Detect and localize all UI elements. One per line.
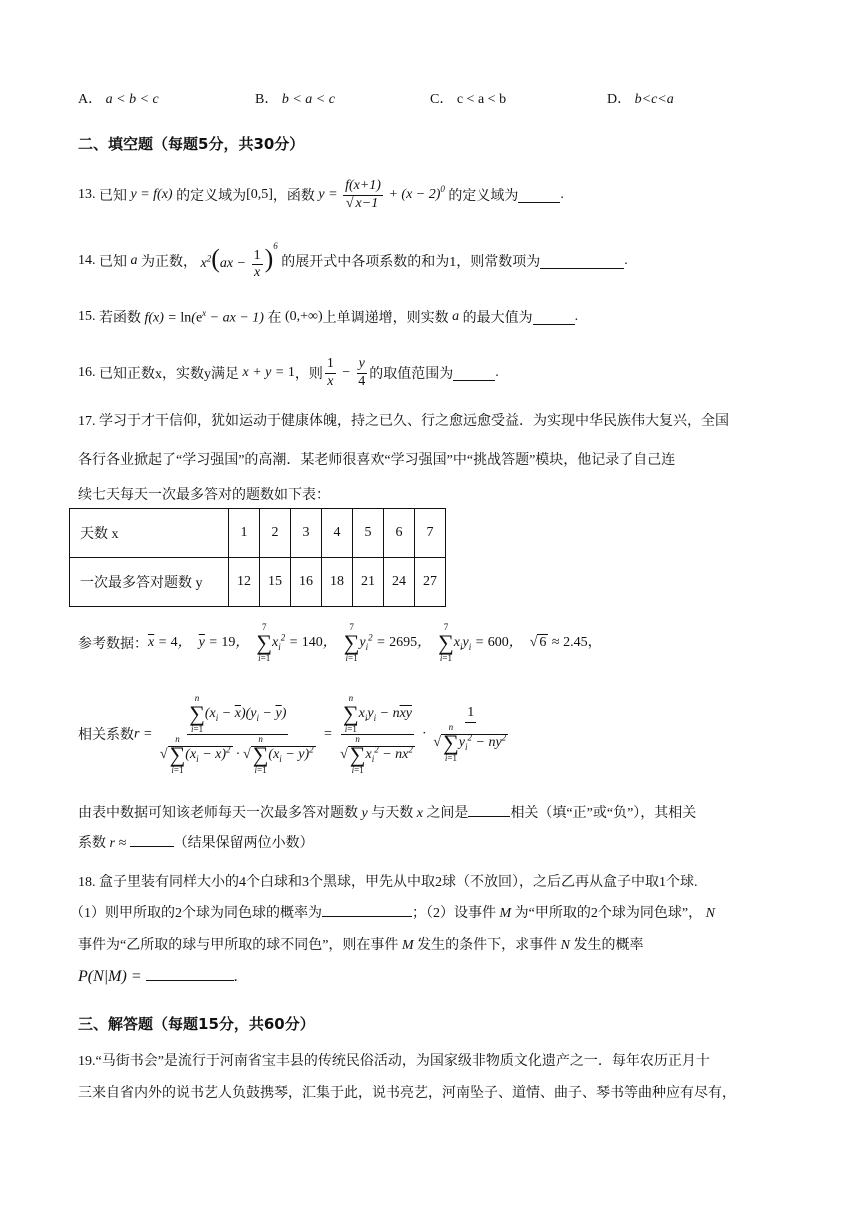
q16-formula-1: x + y = 1 xyxy=(239,365,295,380)
choice-a-text: a < b < c xyxy=(105,92,159,107)
q14-answer-blank[interactable] xyxy=(540,254,624,269)
q16-answer-blank[interactable] xyxy=(453,366,495,381)
q18-l2b: ；（2）设事件 xyxy=(412,906,496,921)
q15-number: 15. xyxy=(78,309,96,324)
q18-part2-blank[interactable] xyxy=(146,966,234,981)
q13-end: . xyxy=(560,187,564,202)
table-cell: 1 xyxy=(229,509,260,558)
q16-text-1: 已知正数x，实数y满足 xyxy=(99,367,239,382)
table-row xyxy=(70,509,446,558)
q16-end: . xyxy=(495,365,499,380)
q18-line-1 xyxy=(78,871,698,891)
table-cell: 2 xyxy=(260,509,291,558)
choice-d-label: D． xyxy=(607,92,632,107)
table-cell: 5 xyxy=(353,509,384,558)
table-cell: 15 xyxy=(260,558,291,607)
q16-text-3: 的取值范围为 xyxy=(369,367,454,382)
q17-number: 17. xyxy=(78,414,96,429)
question-14 xyxy=(78,236,628,286)
q13-number: 13. xyxy=(78,187,96,202)
q18-l3b: 发生的条件下，求事件 xyxy=(417,938,558,953)
table-cell: 4 xyxy=(322,509,353,558)
q13-formula-1: y = f(x) xyxy=(127,187,177,202)
choice-a-label: A． xyxy=(78,92,103,107)
q14-text-3: 的展开式中各项系数的和为1，则常数项为 xyxy=(281,255,541,270)
choice-c-text: c < a < b xyxy=(456,92,507,107)
q17-q2b: （结果保留两位小数） xyxy=(173,836,314,851)
q14-text-1: 已知 xyxy=(99,255,127,270)
q17-question-line-2: 系数 r ≈ （结果保留两位小数） xyxy=(78,832,314,852)
q17-line-1-text: 学习于才干信仰，犹如运动于健康体魄，持之已久、行之愈远愈受益．为实现中华民族伟大复兴，全国 xyxy=(99,414,729,429)
ref-label: 参考数据： xyxy=(78,637,148,652)
table-cell: 7 xyxy=(415,509,446,558)
choice-d xyxy=(607,88,674,108)
q17-q1a: 由表中数据可知该老师每天一次最多答对题数 xyxy=(78,806,358,821)
q16-text-2: ，则 xyxy=(294,367,323,382)
q14-formula: $x^2(ax$ − $\frac{1}{x}$ )$^6$ xyxy=(197,241,278,280)
q18-part1-blank[interactable] xyxy=(322,902,412,917)
table-cell: 21 xyxy=(353,558,384,607)
q14-number: 14. xyxy=(78,253,96,268)
q13-formula-2: y = $\frac{f(x+1)}{√ x-1}$ + $(x - 2)^0$ xyxy=(314,178,445,211)
q17-correlation-formula xyxy=(78,688,512,780)
section-3-title: 三、解答题（每题15分，共60分） xyxy=(78,1015,315,1033)
choice-b-text: b < a < c xyxy=(281,92,335,107)
q17-q1d: 相关（填“正”或“负”），其相关 xyxy=(510,806,697,821)
q19-line-2: 三来自省内外的说书艺人负鼓携琴，汇集于此，说书亮艺，河南坠子、道情、曲子、琴书等曲种应有尽有， xyxy=(78,1086,736,1101)
q17-q1b: 与天数 xyxy=(371,806,414,821)
q17-reference-data xyxy=(78,620,602,666)
choice-c-label: C． xyxy=(430,92,454,107)
q17-line-1 xyxy=(78,410,729,430)
q15-text-2: 在 xyxy=(267,311,282,326)
q14-text-2: 为正数， xyxy=(141,255,197,270)
q18-line-3: 事件为“乙所取的球与甲所取的球不同色”，则在事件 M 发生的条件下，求事件 N 发生的概率 xyxy=(78,938,644,953)
q13-text-1: 已知 xyxy=(99,189,127,204)
question-16 xyxy=(78,352,499,394)
choice-b xyxy=(255,88,335,108)
q15-formula: $f(x) = \ln(e^x$ − ax − 1) xyxy=(141,307,268,326)
table-cell: 6 xyxy=(384,509,415,558)
q15-answer-blank[interactable] xyxy=(533,310,575,325)
q18-prob-formula: P(N|M) = xyxy=(78,968,142,985)
q17-sign-blank[interactable] xyxy=(468,802,510,817)
q15-text-1: 若函数 xyxy=(99,311,141,326)
table-row xyxy=(70,558,446,607)
choice-b-label: B． xyxy=(255,92,279,107)
q17-line-2: 各行各业掀起了“学习强国”的高潮．某老师很喜欢“学习强国”中“挑战答题”模块，他记录了自己连 xyxy=(78,453,676,468)
q15-text-4: 的最大值为 xyxy=(462,311,533,326)
q19-line-1 xyxy=(78,1050,710,1070)
table-cell: 27 xyxy=(415,558,446,607)
choice-d-text: b<c<a xyxy=(634,92,674,107)
q18-number: 18. xyxy=(78,875,96,890)
q17-q2a: 系数 xyxy=(78,836,106,851)
q18-line-4 xyxy=(78,966,238,986)
corr-label: 相关系数 xyxy=(78,728,134,743)
choice-a xyxy=(78,88,159,108)
ref-formulas: $\overline{x} = 4$， $\overline{y} = 19$， 7 ∑ i=1 $x_i^2 = 140$， 7 ∑ i=1 $y_i^2 = 2695$， 7 ∑ i=1 $x_iy_i = 600$， √ 6 ≈ 2.45， xyxy=(148,622,602,663)
q18-l3c: 发生的概率 xyxy=(573,938,644,953)
q17-q1c: 之间是 xyxy=(426,806,469,821)
q17-line-3: 续七天每天一次最多答对的题数如下表： xyxy=(78,488,330,503)
q13-answer-blank[interactable] xyxy=(518,188,560,203)
q18-line-1-text: 盒子里装有同样大小的4个白球和3个黑球，甲先从中取2球（不放回），之后乙再从盒子中取1个球. xyxy=(99,875,698,890)
q14-var-a: a xyxy=(127,253,141,268)
q17-data-table xyxy=(69,508,446,607)
q19-line-1-text: “马街书会”是流行于河南省宝丰县的传统民俗活动，为国家级非物质文化遗产之一．每年农历正月十 xyxy=(95,1054,710,1069)
q18-line-2: （1）则甲所取的2个球为同色球的概率为 ；（2）设事件 M 为“甲所取的2个球为同色球”， N xyxy=(70,902,715,922)
table-head-max-correct: 一次最多答对题数 y xyxy=(70,558,229,607)
question-13 xyxy=(78,172,564,218)
table-head-days: 天数 x xyxy=(70,509,229,558)
q16-formula-2: $\frac{1}{x}$ − $\frac{y}{4}$ xyxy=(326,356,366,389)
table-cell: 16 xyxy=(291,558,322,607)
q15-var-a: a xyxy=(448,309,463,324)
corr-formula: r = n ∑ i=1 $(x_i - \overline{x})(y_i - \overline{y})$ √ n ∑ i=1 $(x_i - \overline{x})^2$ · √ n ∑ i=1 $(x_i - \overline{y})^2$ = n ∑ i=1 $x_iy_i - n\overline{xy}$ √ n ∑ i=1 $x_i^2 - n\overline{x}^2$ · 1 √ n ∑ i=1 $y_i^2 - n\overline{y}^2$ xyxy=(134,692,507,775)
q14-end: . xyxy=(624,253,628,268)
q18-l2c: 为“甲所取的2个球为同色球”， xyxy=(514,906,703,921)
table-cell: 18 xyxy=(322,558,353,607)
q13-text-4: 的定义域为 xyxy=(448,189,519,204)
q15-text-3: 上单调递增，则实数 xyxy=(322,311,449,326)
q13-text-3: ，函数 xyxy=(272,189,315,204)
q17-r-blank[interactable] xyxy=(130,832,174,847)
q15-interval: (0,+∞) xyxy=(281,309,323,324)
section-2-title: 二、填空题（每题5分，共30分） xyxy=(78,135,305,153)
q16-number: 16. xyxy=(78,365,96,380)
choice-c xyxy=(430,88,506,108)
q18-end: . xyxy=(233,968,238,985)
table-cell: 24 xyxy=(384,558,415,607)
q13-interval: [0,5] xyxy=(246,187,273,202)
q15-end: . xyxy=(574,309,579,324)
table-cell: 3 xyxy=(291,509,322,558)
table-cell: 12 xyxy=(229,558,260,607)
q17-question-line-1: 由表中数据可知该老师每天一次最多答对题数 y 与天数 x 之间是 相关（填“正”或“负”），其相关 xyxy=(78,802,696,822)
question-15 xyxy=(78,305,578,329)
q19-number: 19. xyxy=(78,1054,96,1069)
q13-text-2: 的定义域为 xyxy=(176,189,247,204)
q18-l2a: （1）则甲所取的2个球为同色球的概率为 xyxy=(70,906,322,921)
q18-l3a: 事件为“乙所取的球与甲所取的球不同色”，则在事件 xyxy=(78,938,399,953)
